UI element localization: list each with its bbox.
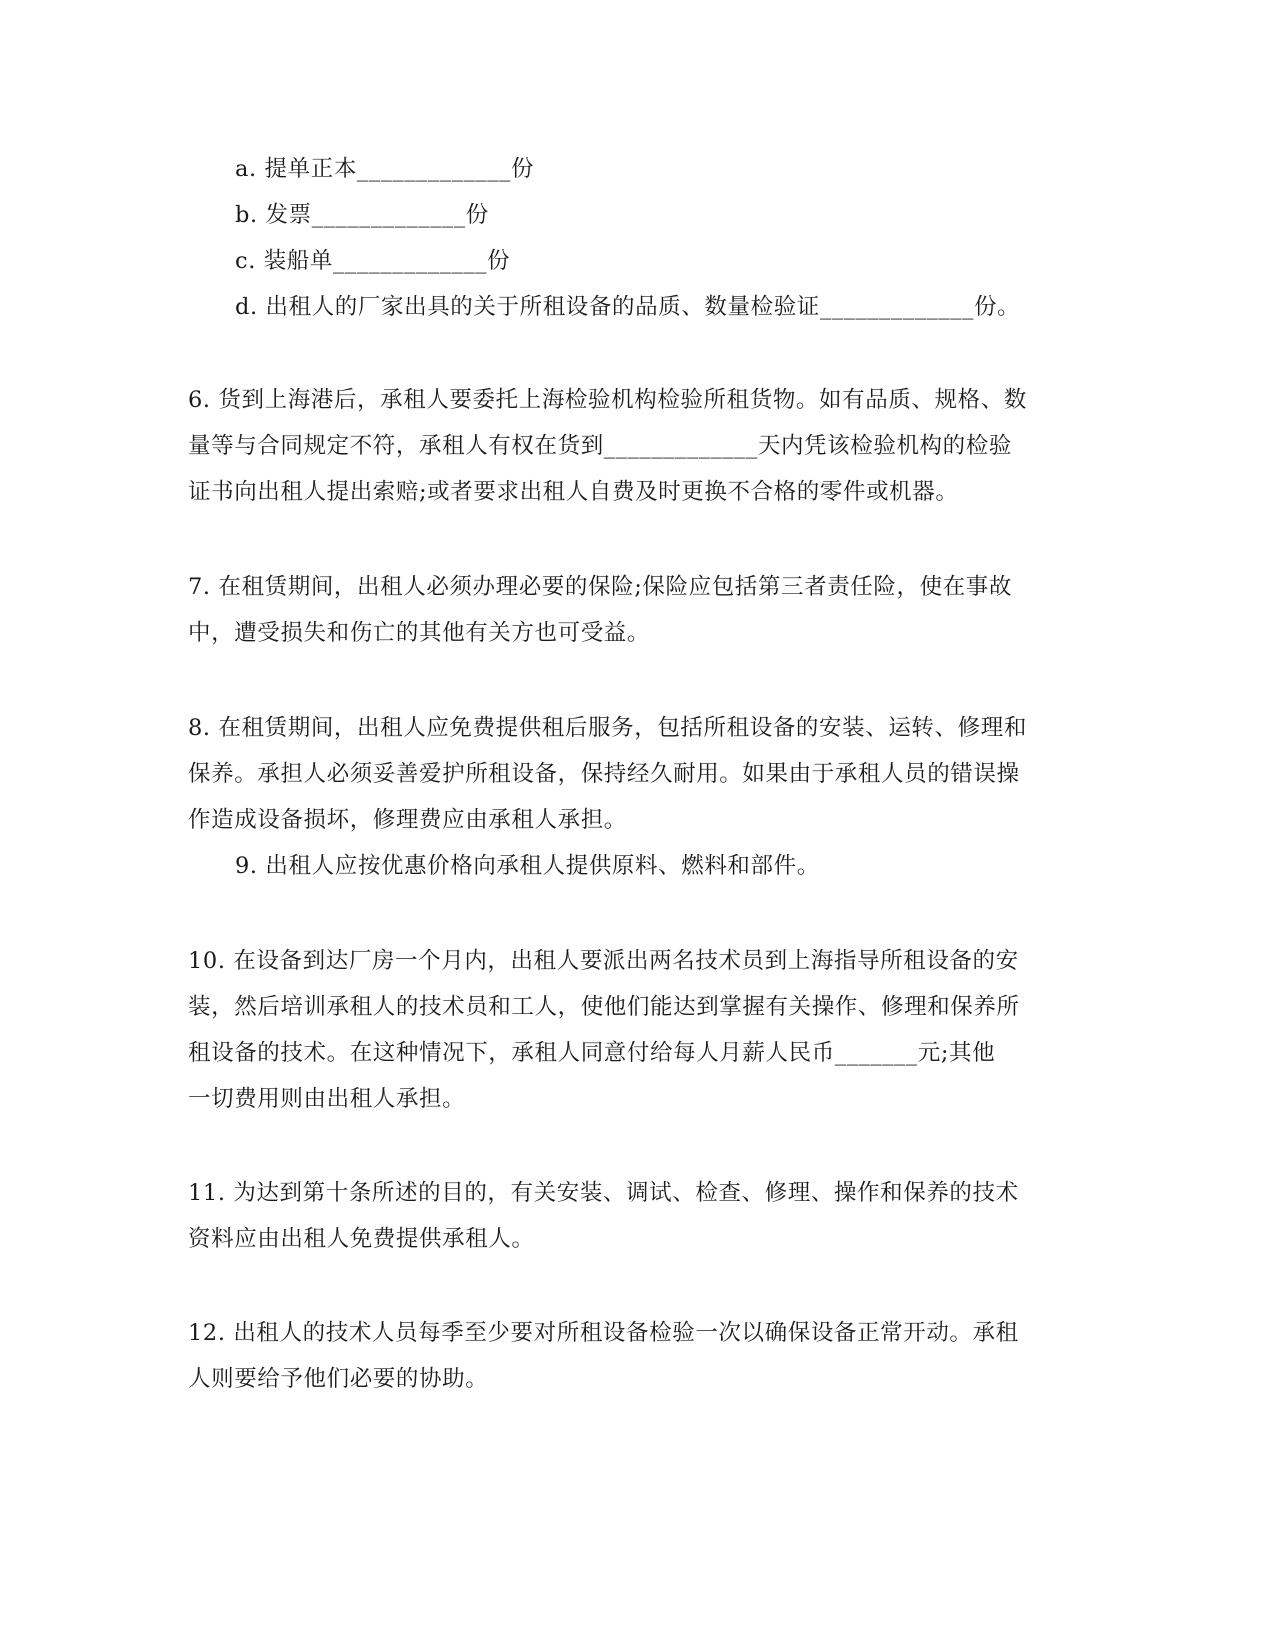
clause-7-line-1: 7. 在租赁期间，出租人必须办理必要的保险;保险应包括第三者责任险，使在事故 [188,574,1013,600]
clause-10-line-1: 10. 在设备到达厂房一个月内，出租人要派出两名技术员到上海指导所租设备的安 [188,948,1019,974]
clause-11-line-1: 11. 为达到第十条所述的目的，有关安装、调试、检查、修理、操作和保养的技术 [188,1180,1019,1206]
clause-11-line-2: 资料应由出租人免费提供承租人。 [188,1226,535,1252]
clause-12-line-1: 12. 出租人的技术人员每季至少要对所租设备检验一次以确保设备正常开动。承租 [188,1320,1019,1346]
clause-6-line-2: 量等与合同规定不符，承租人有权在货到_____________天内凭该检验机构的检验 [188,433,1012,459]
clause-12-line-2: 人则要给予他们必要的协助。 [188,1366,489,1392]
item-a-bill-of-lading: a. 提单正本_____________份 [235,156,535,182]
clause-6-line-3: 证书向出租人提出索赔;或者要求出租人自费及时更换不合格的零件或机器。 [188,479,959,505]
clause-9: 9. 出租人应按优惠价格向承租人提供原料、燃料和部件。 [235,853,820,879]
clause-6-line-1: 6. 货到上海港后，承租人要委托上海检验机构检验所租货物。如有品质、规格、数 [188,387,1027,413]
clause-8-line-3: 作造成设备损坏，修理费应由承租人承担。 [188,807,627,833]
clause-10-line-2: 装，然后培训承租人的技术员和工人，使他们能达到掌握有关操作、修理和保养所 [188,994,1020,1020]
clause-10-line-3: 租设备的技术。在这种情况下，承租人同意付给每人月薪人民币_______元;其他 [188,1040,996,1066]
item-b-invoice: b. 发票_____________份 [235,202,489,228]
clause-7-line-2: 中，遭受损失和伤亡的其他有关方也可受益。 [188,620,651,646]
item-c-packing-list: c. 装船单_____________份 [235,248,511,274]
item-d-inspection-certificate: d. 出租人的厂家出具的关于所租设备的品质、数量检验证_____________份。 [235,294,1021,320]
clause-8-line-1: 8. 在租赁期间，出租人应免费提供租后服务，包括所租设备的安装、运转、修理和 [188,715,1027,741]
clause-10-line-4: 一切费用则由出租人承担。 [188,1086,466,1112]
clause-8-line-2: 保养。承担人必须妥善爱护所租设备，保持经久耐用。如果由于承租人员的错误操 [188,761,1020,787]
